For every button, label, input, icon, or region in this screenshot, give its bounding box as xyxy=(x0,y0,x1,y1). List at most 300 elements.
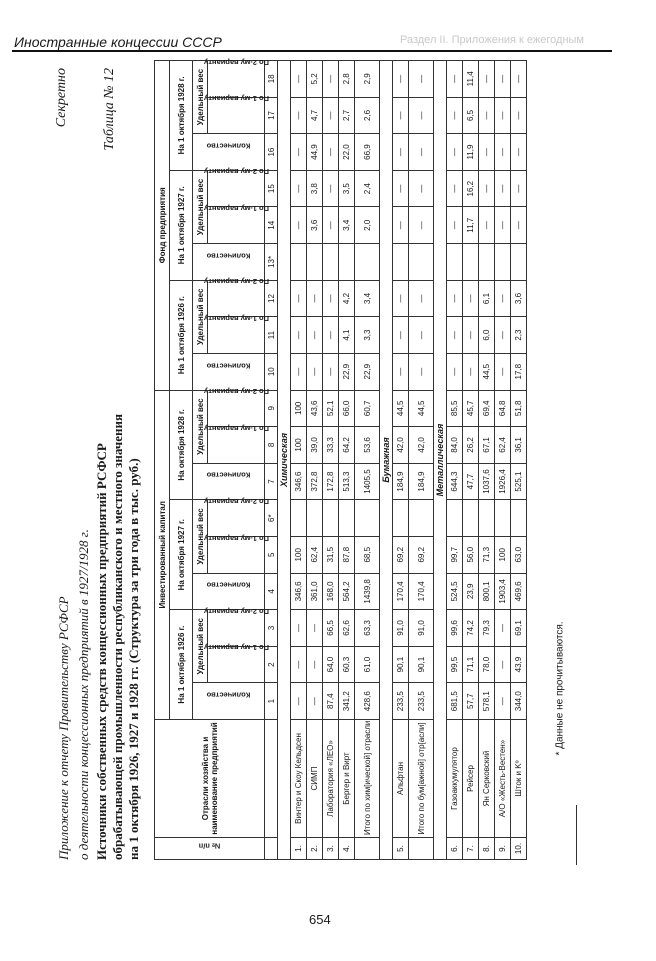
table-cell xyxy=(339,244,355,281)
table-cell: — xyxy=(511,97,527,134)
table-cell: 61,0 xyxy=(355,646,380,683)
table-cell: — xyxy=(447,280,463,317)
table-cell: 71,3 xyxy=(479,536,495,573)
table-cell: — xyxy=(495,134,511,171)
table-cell: 69,2 xyxy=(393,536,409,573)
table-cell: 2,0 xyxy=(355,207,380,244)
share-header: Удельный вес xyxy=(193,280,208,353)
table-cell: 372,8 xyxy=(307,463,323,500)
table-cell: 62,6 xyxy=(339,610,355,647)
table-cell xyxy=(307,244,323,281)
variant1-header: По 1-му варианту xyxy=(208,646,265,683)
table-cell: 51,8 xyxy=(511,390,527,427)
invested-capital-header: Инвестированный капитал xyxy=(155,390,170,719)
table-cell: 4,1 xyxy=(339,317,355,354)
table-cell: 63,3 xyxy=(355,610,380,647)
table-cell: — xyxy=(291,610,307,647)
table-cell: — xyxy=(393,61,409,98)
table-cell: 170,4 xyxy=(393,573,409,610)
table-cell xyxy=(447,244,463,281)
table-cell: 3,4 xyxy=(355,280,380,317)
table-cell: — xyxy=(323,353,339,390)
table-cell: 69,1 xyxy=(511,610,527,647)
table-cell: 67,1 xyxy=(479,427,495,464)
table-cell: — xyxy=(511,170,527,207)
col-branch-header: Отрасли хозяйства и наименование предприятий xyxy=(155,720,265,838)
table-cell xyxy=(463,244,479,281)
column-number: 18 xyxy=(265,61,278,98)
table-cell: — xyxy=(323,317,339,354)
table-cell xyxy=(495,244,511,281)
table-cell: 36,1 xyxy=(511,427,527,464)
table-title xyxy=(94,160,142,860)
variant2-header: По 2-му варианту xyxy=(208,610,265,647)
table-cell: 2,4 xyxy=(355,170,380,207)
section-row-metal xyxy=(434,61,447,860)
table-cell: 85,5 xyxy=(447,390,463,427)
table-cell: 47,7 xyxy=(463,463,479,500)
share-header: Удельный вес xyxy=(193,610,208,683)
column-number: 11 xyxy=(265,317,278,354)
table-cell: 44,5 xyxy=(409,390,434,427)
table-cell: 39,0 xyxy=(307,427,323,464)
table-cell: — xyxy=(447,97,463,134)
table-cell: 23,9 xyxy=(463,573,479,610)
table-cell: 681,5 xyxy=(447,683,463,720)
table-cell: 99,6 xyxy=(447,610,463,647)
table-cell: — xyxy=(307,610,323,647)
table-cell: 346,6 xyxy=(291,573,307,610)
table-cell: — xyxy=(409,97,434,134)
table-cell: 66,9 xyxy=(355,134,380,171)
table-number: Таблица № 12 xyxy=(102,68,117,151)
table-cell: 64,8 xyxy=(495,390,511,427)
table-cell: 3,5 xyxy=(339,170,355,207)
variant1-header: По 1-му варианту xyxy=(208,97,265,134)
table-cell: 578,1 xyxy=(479,683,495,720)
table-cell: 6,1 xyxy=(479,280,495,317)
variant1-header: По 1-му варианту xyxy=(208,427,265,464)
table-cell: 5,2 xyxy=(307,61,323,98)
row-number xyxy=(409,838,434,860)
column-number: 5 xyxy=(265,536,278,573)
metal-rows xyxy=(447,61,527,860)
table-cell xyxy=(355,500,380,537)
table-cell: 99,7 xyxy=(447,536,463,573)
table-cell: 469,6 xyxy=(511,573,527,610)
table-cell: 44,5 xyxy=(393,390,409,427)
table-row xyxy=(479,61,495,860)
column-number: 7 xyxy=(265,463,278,500)
table-cell: 22,9 xyxy=(339,353,355,390)
table-cell: — xyxy=(307,353,323,390)
table-cell: — xyxy=(291,280,307,317)
section-row-chemical xyxy=(278,61,291,860)
table-cell: 6,5 xyxy=(463,97,479,134)
enterprise-name: Шток и Kº xyxy=(511,720,527,838)
table-cell xyxy=(479,244,495,281)
table-cell: 22,0 xyxy=(339,134,355,171)
table-cell: — xyxy=(495,610,511,647)
table-cell: — xyxy=(495,207,511,244)
variant2-header: По 2-му варианту xyxy=(208,61,265,98)
table-cell: 90,1 xyxy=(409,646,434,683)
section-label: Бумажная xyxy=(380,61,393,860)
table-cell: — xyxy=(447,353,463,390)
table-cell: 644,3 xyxy=(447,463,463,500)
table-cell: 42,0 xyxy=(409,427,434,464)
table-cell xyxy=(479,500,495,537)
table-cell: 4,2 xyxy=(339,280,355,317)
table-cell: 62,4 xyxy=(307,536,323,573)
table-cell xyxy=(339,500,355,537)
table-cell: — xyxy=(479,97,495,134)
column-number: 9 xyxy=(265,390,278,427)
table-cell xyxy=(307,500,323,537)
table-cell: — xyxy=(463,280,479,317)
table-cell: — xyxy=(291,134,307,171)
table-cell: 71,1 xyxy=(463,646,479,683)
table-cell: 44,5 xyxy=(479,353,495,390)
enterprise-name: Рейсер xyxy=(463,720,479,838)
table-row xyxy=(393,61,409,860)
table-cell xyxy=(393,500,409,537)
table-cell: — xyxy=(479,134,495,171)
table-cell: — xyxy=(447,317,463,354)
table-cell: — xyxy=(291,97,307,134)
table-cell: 64,2 xyxy=(339,427,355,464)
table-cell: 69,2 xyxy=(409,536,434,573)
table-cell: 22,9 xyxy=(355,353,380,390)
table-cell: — xyxy=(447,170,463,207)
qty-header: Количество xyxy=(193,573,265,610)
table-cell: 428,6 xyxy=(355,683,380,720)
table-cell: 361,0 xyxy=(307,573,323,610)
fund-1928-header: На 1 октября 1928 г. xyxy=(170,61,193,171)
row-number: 9. xyxy=(495,838,511,860)
row-number xyxy=(355,838,380,860)
row-number: 4. xyxy=(339,838,355,860)
table-title-line-2: обрабатывающей промышленности республиканского и местного значения xyxy=(110,414,125,860)
table-cell: — xyxy=(393,207,409,244)
bleed-through-text: Раздел II. Приложения к ежегодным xyxy=(400,34,584,46)
table-cell xyxy=(323,244,339,281)
table-cell: 31,5 xyxy=(323,536,339,573)
qty-header: Количество xyxy=(193,134,265,171)
column-number: 17 xyxy=(265,97,278,134)
table-cell: 45,7 xyxy=(463,390,479,427)
qty-header: Количество xyxy=(193,683,265,720)
table-cell: 1037,6 xyxy=(479,463,495,500)
table-cell: 87,4 xyxy=(323,683,339,720)
column-number: 1 xyxy=(265,683,278,720)
table-cell: — xyxy=(291,353,307,390)
table-cell: — xyxy=(291,646,307,683)
column-numbers-row xyxy=(265,61,278,860)
table-cell: — xyxy=(409,280,434,317)
table-cell: — xyxy=(495,353,511,390)
table-cell: 100 xyxy=(291,536,307,573)
table-cell xyxy=(511,244,527,281)
table-row xyxy=(495,61,511,860)
table-cell: 53,6 xyxy=(355,427,380,464)
table-cell: 60,3 xyxy=(339,646,355,683)
table-cell: 68,5 xyxy=(355,536,380,573)
enterprise-name: Винтер и Скоу Кельдсен xyxy=(291,720,307,838)
table-cell: 42,0 xyxy=(393,427,409,464)
variant2-header: По 2-му варианту xyxy=(208,280,265,317)
table-cell: — xyxy=(393,317,409,354)
table-row xyxy=(307,61,323,860)
table-cell: 11,9 xyxy=(463,134,479,171)
table-row xyxy=(291,61,307,860)
section-label: Металлическая xyxy=(434,61,447,860)
table-cell: — xyxy=(409,207,434,244)
footnote-rule xyxy=(576,805,577,865)
enterprise-name: Альфтан xyxy=(393,720,409,838)
row-number: 2. xyxy=(307,838,323,860)
table-cell: — xyxy=(447,207,463,244)
table-cell: 57,7 xyxy=(463,683,479,720)
table-cell: — xyxy=(409,61,434,98)
table-cell: — xyxy=(479,61,495,98)
fund-1926-header: На 1 октября 1926 г. xyxy=(170,280,193,390)
row-number: 3. xyxy=(323,838,339,860)
table-cell: — xyxy=(323,61,339,98)
enterprise-name: А/О «Жесть-Вестен» xyxy=(495,720,511,838)
table-row xyxy=(339,61,355,860)
variant1-header: По 1-му варианту xyxy=(208,207,265,244)
table-cell: — xyxy=(307,280,323,317)
table-cell: 2,3 xyxy=(511,317,527,354)
table-cell: — xyxy=(495,97,511,134)
table-cell: — xyxy=(323,97,339,134)
footnote: * Данные не прочитываются. xyxy=(554,621,566,756)
concessions-table xyxy=(154,57,527,860)
table-cell: 1926,4 xyxy=(495,463,511,500)
table-cell: — xyxy=(393,134,409,171)
table-cell: — xyxy=(291,683,307,720)
table-cell: — xyxy=(479,207,495,244)
table-cell: — xyxy=(495,646,511,683)
chemical-rows xyxy=(291,61,380,860)
table-cell xyxy=(495,500,511,537)
table-cell: — xyxy=(393,170,409,207)
table-cell: 341,2 xyxy=(339,683,355,720)
inv-1927-header: На октября 1927 г. xyxy=(170,500,193,610)
table-cell: — xyxy=(463,353,479,390)
table-row xyxy=(447,61,463,860)
table-cell: 3,3 xyxy=(355,317,380,354)
table-cell xyxy=(447,500,463,537)
table-cell: 63,0 xyxy=(511,536,527,573)
column-number: 4 xyxy=(265,573,278,610)
table-cell: 100 xyxy=(291,427,307,464)
table-cell xyxy=(291,500,307,537)
table-cell: — xyxy=(495,170,511,207)
table-cell: 233,5 xyxy=(393,683,409,720)
table-cell: 3,6 xyxy=(307,207,323,244)
table-cell: 344,0 xyxy=(511,683,527,720)
table-cell xyxy=(511,500,527,537)
share-header: Удельный вес xyxy=(193,500,208,573)
table-cell: 184,9 xyxy=(393,463,409,500)
table-cell: 43,9 xyxy=(511,646,527,683)
table-cell: 44,9 xyxy=(307,134,323,171)
table-cell: 170,4 xyxy=(409,573,434,610)
table-row xyxy=(511,61,527,860)
table-cell: 66,5 xyxy=(323,610,339,647)
header-rule xyxy=(12,50,612,52)
table-cell: 800,1 xyxy=(479,573,495,610)
variant1-header: По 1-му варианту xyxy=(208,317,265,354)
table-cell: 78,0 xyxy=(479,646,495,683)
table-cell: 64,0 xyxy=(323,646,339,683)
table-cell: — xyxy=(393,97,409,134)
variant1-header: По 1-му варианту xyxy=(208,536,265,573)
inv-1928-header: На октября 1928 г. xyxy=(170,390,193,500)
table-row xyxy=(463,61,479,860)
table-cell: 168,0 xyxy=(323,573,339,610)
table-cell xyxy=(409,244,434,281)
table-title-line-3: на 1 октября 1926, 1927 и 1928 гг. (Структура за три года в тыс. руб.) xyxy=(126,458,141,860)
table-title-line-1: Источники собственных средств концессионных предприятий РСФСР xyxy=(94,443,109,860)
table-cell: 525,1 xyxy=(511,463,527,500)
table-cell: 513,3 xyxy=(339,463,355,500)
enterprise-name: Газоаккумулятор xyxy=(447,720,463,838)
table-cell: 2,8 xyxy=(339,61,355,98)
table-cell: — xyxy=(409,170,434,207)
table-cell: 79,3 xyxy=(479,610,495,647)
column-number: 15 xyxy=(265,170,278,207)
table-cell xyxy=(463,500,479,537)
table-cell: — xyxy=(323,134,339,171)
page-number: 654 xyxy=(309,912,331,927)
table-cell: 564,2 xyxy=(339,573,355,610)
qty-header: Количество xyxy=(193,463,265,500)
table-cell: — xyxy=(495,683,511,720)
table-cell: 33,3 xyxy=(323,427,339,464)
table-cell: — xyxy=(291,170,307,207)
table-cell: — xyxy=(409,353,434,390)
table-cell: 91,0 xyxy=(393,610,409,647)
table-cell: 99,5 xyxy=(447,646,463,683)
table-cell: 74,2 xyxy=(463,610,479,647)
table-cell: 524,5 xyxy=(447,573,463,610)
table-cell: 3,6 xyxy=(511,280,527,317)
variant2-header: По 2-му варианту xyxy=(208,500,265,537)
row-number: 1. xyxy=(291,838,307,860)
table-cell: 100 xyxy=(291,390,307,427)
table-cell: — xyxy=(307,646,323,683)
row-number: 5. xyxy=(393,838,409,860)
column-number: 13* xyxy=(265,244,278,281)
table-cell: — xyxy=(447,61,463,98)
inv-1926-header: На 1 октября 1926 г. xyxy=(170,610,193,720)
fund-1927-header: На 1 октября 1927 г. xyxy=(170,170,193,280)
table-cell: — xyxy=(291,61,307,98)
enterprise-name: СИМП xyxy=(307,720,323,838)
table-cell: — xyxy=(323,170,339,207)
table-cell: 60,7 xyxy=(355,390,380,427)
table-cell: 52,1 xyxy=(323,390,339,427)
column-number: 16 xyxy=(265,134,278,171)
secret-label: Секретно xyxy=(54,68,69,128)
table-cell: 11,7 xyxy=(463,207,479,244)
table-cell: 69,4 xyxy=(479,390,495,427)
qty-header: Количество xyxy=(193,353,265,390)
enterprise-name: Ян Серковский xyxy=(479,720,495,838)
table-row xyxy=(409,61,434,860)
table-cell: 66,0 xyxy=(339,390,355,427)
table-cell: — xyxy=(307,683,323,720)
table-cell: — xyxy=(479,170,495,207)
section-row-paper xyxy=(380,61,393,860)
qty-header: Количество xyxy=(193,244,265,281)
section-label: Химическая xyxy=(278,61,291,860)
table-cell: — xyxy=(409,134,434,171)
table-row xyxy=(323,61,339,860)
table-cell: 3,4 xyxy=(339,207,355,244)
share-header: Удельный вес xyxy=(193,61,208,134)
table-cell: 4,7 xyxy=(307,97,323,134)
column-number: 10 xyxy=(265,353,278,390)
enterprise-name: Итого по бум[ажной] отр[асли] xyxy=(409,720,434,838)
table-cell: 100 xyxy=(495,536,511,573)
table-cell: 6,0 xyxy=(479,317,495,354)
table-cell: — xyxy=(511,134,527,171)
table-cell: — xyxy=(511,61,527,98)
table-cell: — xyxy=(323,207,339,244)
variant2-header: По 2-му варианту xyxy=(208,170,265,207)
table-cell: — xyxy=(495,280,511,317)
share-header: Удельный вес xyxy=(193,390,208,463)
table-cell xyxy=(355,244,380,281)
enterprise-name: Лаборатория «ЛЕО» xyxy=(323,720,339,838)
table-cell: — xyxy=(409,317,434,354)
table-cell: 2,7 xyxy=(339,97,355,134)
table-cell: 62,4 xyxy=(495,427,511,464)
table-row xyxy=(355,61,380,860)
table-cell: — xyxy=(291,207,307,244)
column-number: 6* xyxy=(265,500,278,537)
paper-rows xyxy=(393,61,434,860)
table-cell: — xyxy=(307,317,323,354)
table-cell: 17,8 xyxy=(511,353,527,390)
table-cell: 2,9 xyxy=(355,61,380,98)
table-cell: 43,6 xyxy=(307,390,323,427)
table-cell: 90,1 xyxy=(393,646,409,683)
column-number: 12 xyxy=(265,280,278,317)
table-cell: — xyxy=(291,317,307,354)
table-cell: 172,8 xyxy=(323,463,339,500)
table-cell: 87,8 xyxy=(339,536,355,573)
table-cell: 2,6 xyxy=(355,97,380,134)
column-number: 3 xyxy=(265,610,278,647)
table-cell xyxy=(393,244,409,281)
row-number: 6. xyxy=(447,838,463,860)
rotated-page-content xyxy=(54,57,598,860)
table-cell: — xyxy=(447,134,463,171)
table-cell: 184,9 xyxy=(409,463,434,500)
share-header: Удельный вес xyxy=(193,170,208,243)
table-cell: 1439,8 xyxy=(355,573,380,610)
table-cell xyxy=(323,500,339,537)
table-cell: 16,2 xyxy=(463,170,479,207)
enterprise-fund-header: Фонд предприятия xyxy=(155,61,170,391)
appendix-subtitle: Приложение к отчету Правительству РСФСР xyxy=(56,596,71,860)
table-cell: — xyxy=(323,280,339,317)
